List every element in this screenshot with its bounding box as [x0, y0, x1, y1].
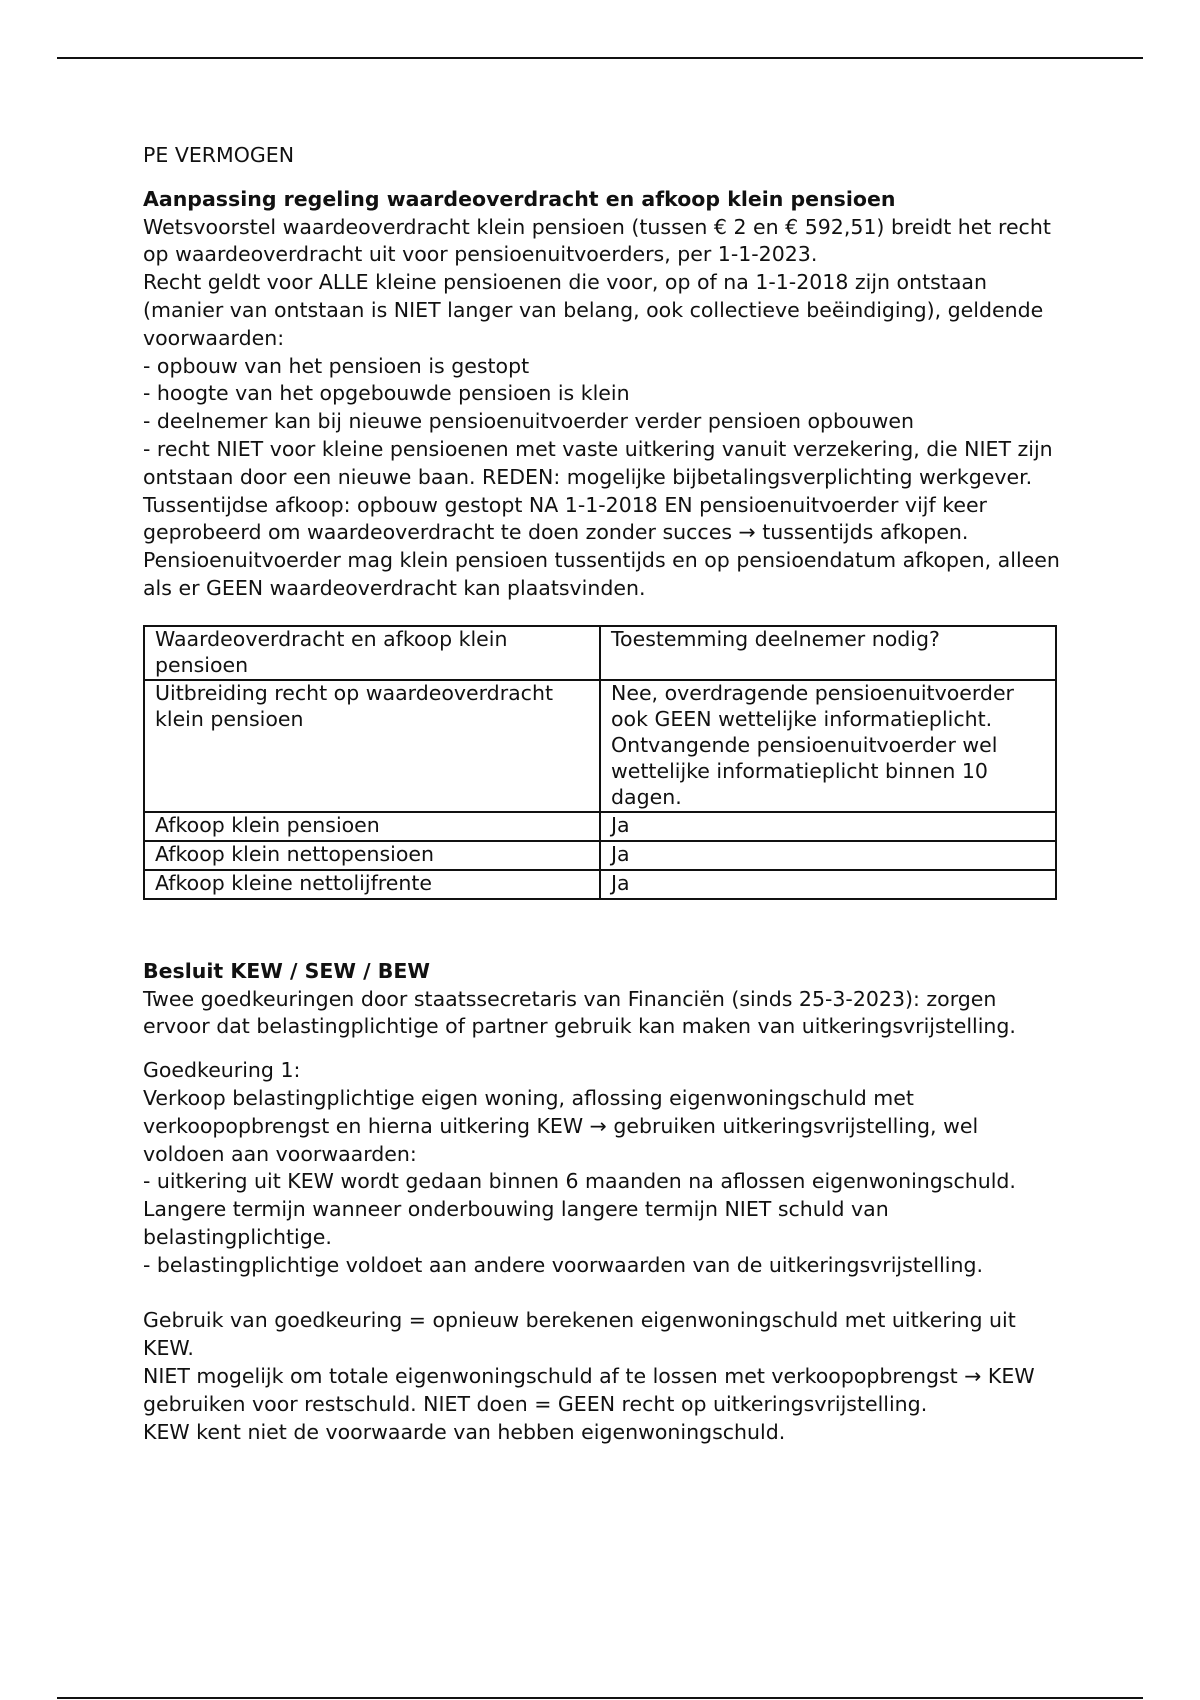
spacer: [143, 1041, 1063, 1057]
condition-item: - opbouw van het pensioen is gestopt: [143, 353, 530, 378]
table-cell: Ja: [600, 812, 1056, 841]
approval-line: - uitkering uit KEW wordt gedaan binnen 6 maanden na aflossen eigenwoningschuld. Langere termijn wanneer onderbouwing langere termijn NIET schuld van belastingplichtige.: [143, 1169, 1016, 1249]
section1-paragraph: Wetsvoorstel waardeoverdracht klein pensioen (tussen € 2 en € 592,51) breidt het recht op waardeoverdracht uit voor pensioenuitvoerders, per 1-1-2023.: [143, 214, 1051, 267]
closing-line: KEW kent niet de voorwaarde van hebben eigenwoningschuld.: [143, 1419, 786, 1444]
table-row: [144, 680, 1056, 812]
section-title: PE VERMOGEN: [143, 143, 295, 167]
footer-rule: [57, 1697, 1143, 1699]
table-cell: Afkoop klein nettopensioen: [144, 841, 600, 870]
section1-paragraph: Recht geldt voor ALLE kleine pensioenen die voor, op of na 1-1-2018 zijn ontstaan (manier van ontstaan is NIET langer van belang, ook collectieve beëindiging), geldende voorwaarden:: [143, 270, 1044, 350]
approval-title: Goedkeuring 1:: [143, 1058, 301, 1083]
table-cell: Afkoop klein pensioen: [144, 812, 600, 841]
table-row: [144, 812, 1056, 841]
spacer: [143, 928, 1063, 958]
table-cell: Uitbreiding recht op waardeoverdracht klein pensioen: [144, 680, 600, 812]
approval-line: - belastingplichtige voldoet aan andere voorwaarden van de uitkeringsvrijstelling.: [143, 1252, 984, 1277]
table-header-cell: Waardeoverdracht en afkoop klein pensioen: [144, 626, 600, 681]
table-cell: Ja: [600, 841, 1056, 870]
section2-intro: Twee goedkeuringen door staatssecretaris van Financiën (sinds 25-3-2023): zorgen ervoor dat belastingplichtige of partner gebruik kan maken van uitkeringsvrijstelling.: [143, 986, 1016, 1039]
section1-paragraph: Tussentijdse afkoop: opbouw gestopt NA 1-1-2018 EN pensioenuitvoerder vijf keer geprobeerd om waardeoverdracht te doen zonder succes → tussentijds afkopen.: [143, 492, 987, 545]
section1-paragraph: Pensioenuitvoerder mag klein pensioen tussentijds en op pensioendatum afkopen, alleen als er GEEN waardeoverdracht kan plaatsvinden.: [143, 548, 1060, 600]
header-rule: [57, 57, 1143, 59]
page-content: [143, 142, 1063, 1446]
closing-line: NIET mogelijk om totale eigenwoningschuld af te lossen met verkoopopbrengst → KEW gebruiken voor restschuld. NIET doen = GEEN recht op uitkeringsvrijstelling.: [143, 1364, 1035, 1416]
table-row: [144, 841, 1056, 870]
table-cell: Afkoop kleine nettolijfrente: [144, 870, 600, 899]
spacer: [143, 1279, 1063, 1307]
table-row: [144, 870, 1056, 899]
table-cell: Nee, overdragende pensioenuitvoerder ook GEEN wettelijke informatieplicht. Ontvangende pensioenuitvoerder wel wettelijke informatieplicht binnen 10 dagen.: [600, 680, 1056, 812]
condition-item: - hoogte van het opgebouwde pensioen is klein: [143, 381, 630, 406]
approval-line: Verkoop belastingplichtige eigen woning, aflossing eigenwoningschuld met verkoopopbrengst en hierna uitkering KEW → gebruiken uitkeringsvrijstelling, wel voldoen aan voorwaarden:: [143, 1085, 979, 1166]
condition-item: - deelnemer kan bij nieuwe pensioenuitvoerder verder pensioen opbouwen: [143, 409, 914, 434]
spacer: [143, 900, 1063, 928]
section1-heading: Aanpassing regeling waardeoverdracht en afkoop klein pensioen: [143, 186, 896, 211]
section2-heading: Besluit KEW / SEW / BEW: [143, 958, 430, 983]
consent-table: [143, 625, 1057, 900]
table-cell: Ja: [600, 870, 1056, 899]
closing-line: Gebruik van goedkeuring = opnieuw berekenen eigenwoningschuld met uitkering uit KEW.: [143, 1308, 1016, 1361]
table-header-cell: Toestemming deelnemer nodig?: [600, 626, 1056, 681]
condition-item: - recht NIET voor kleine pensioenen met vaste uitkering vanuit verzekering, die NIET zijn ontstaan door een nieuwe baan. REDEN: mogelijke bijbetalingsverplichting werkgever.: [143, 436, 1053, 489]
table-header-row: [144, 626, 1056, 681]
